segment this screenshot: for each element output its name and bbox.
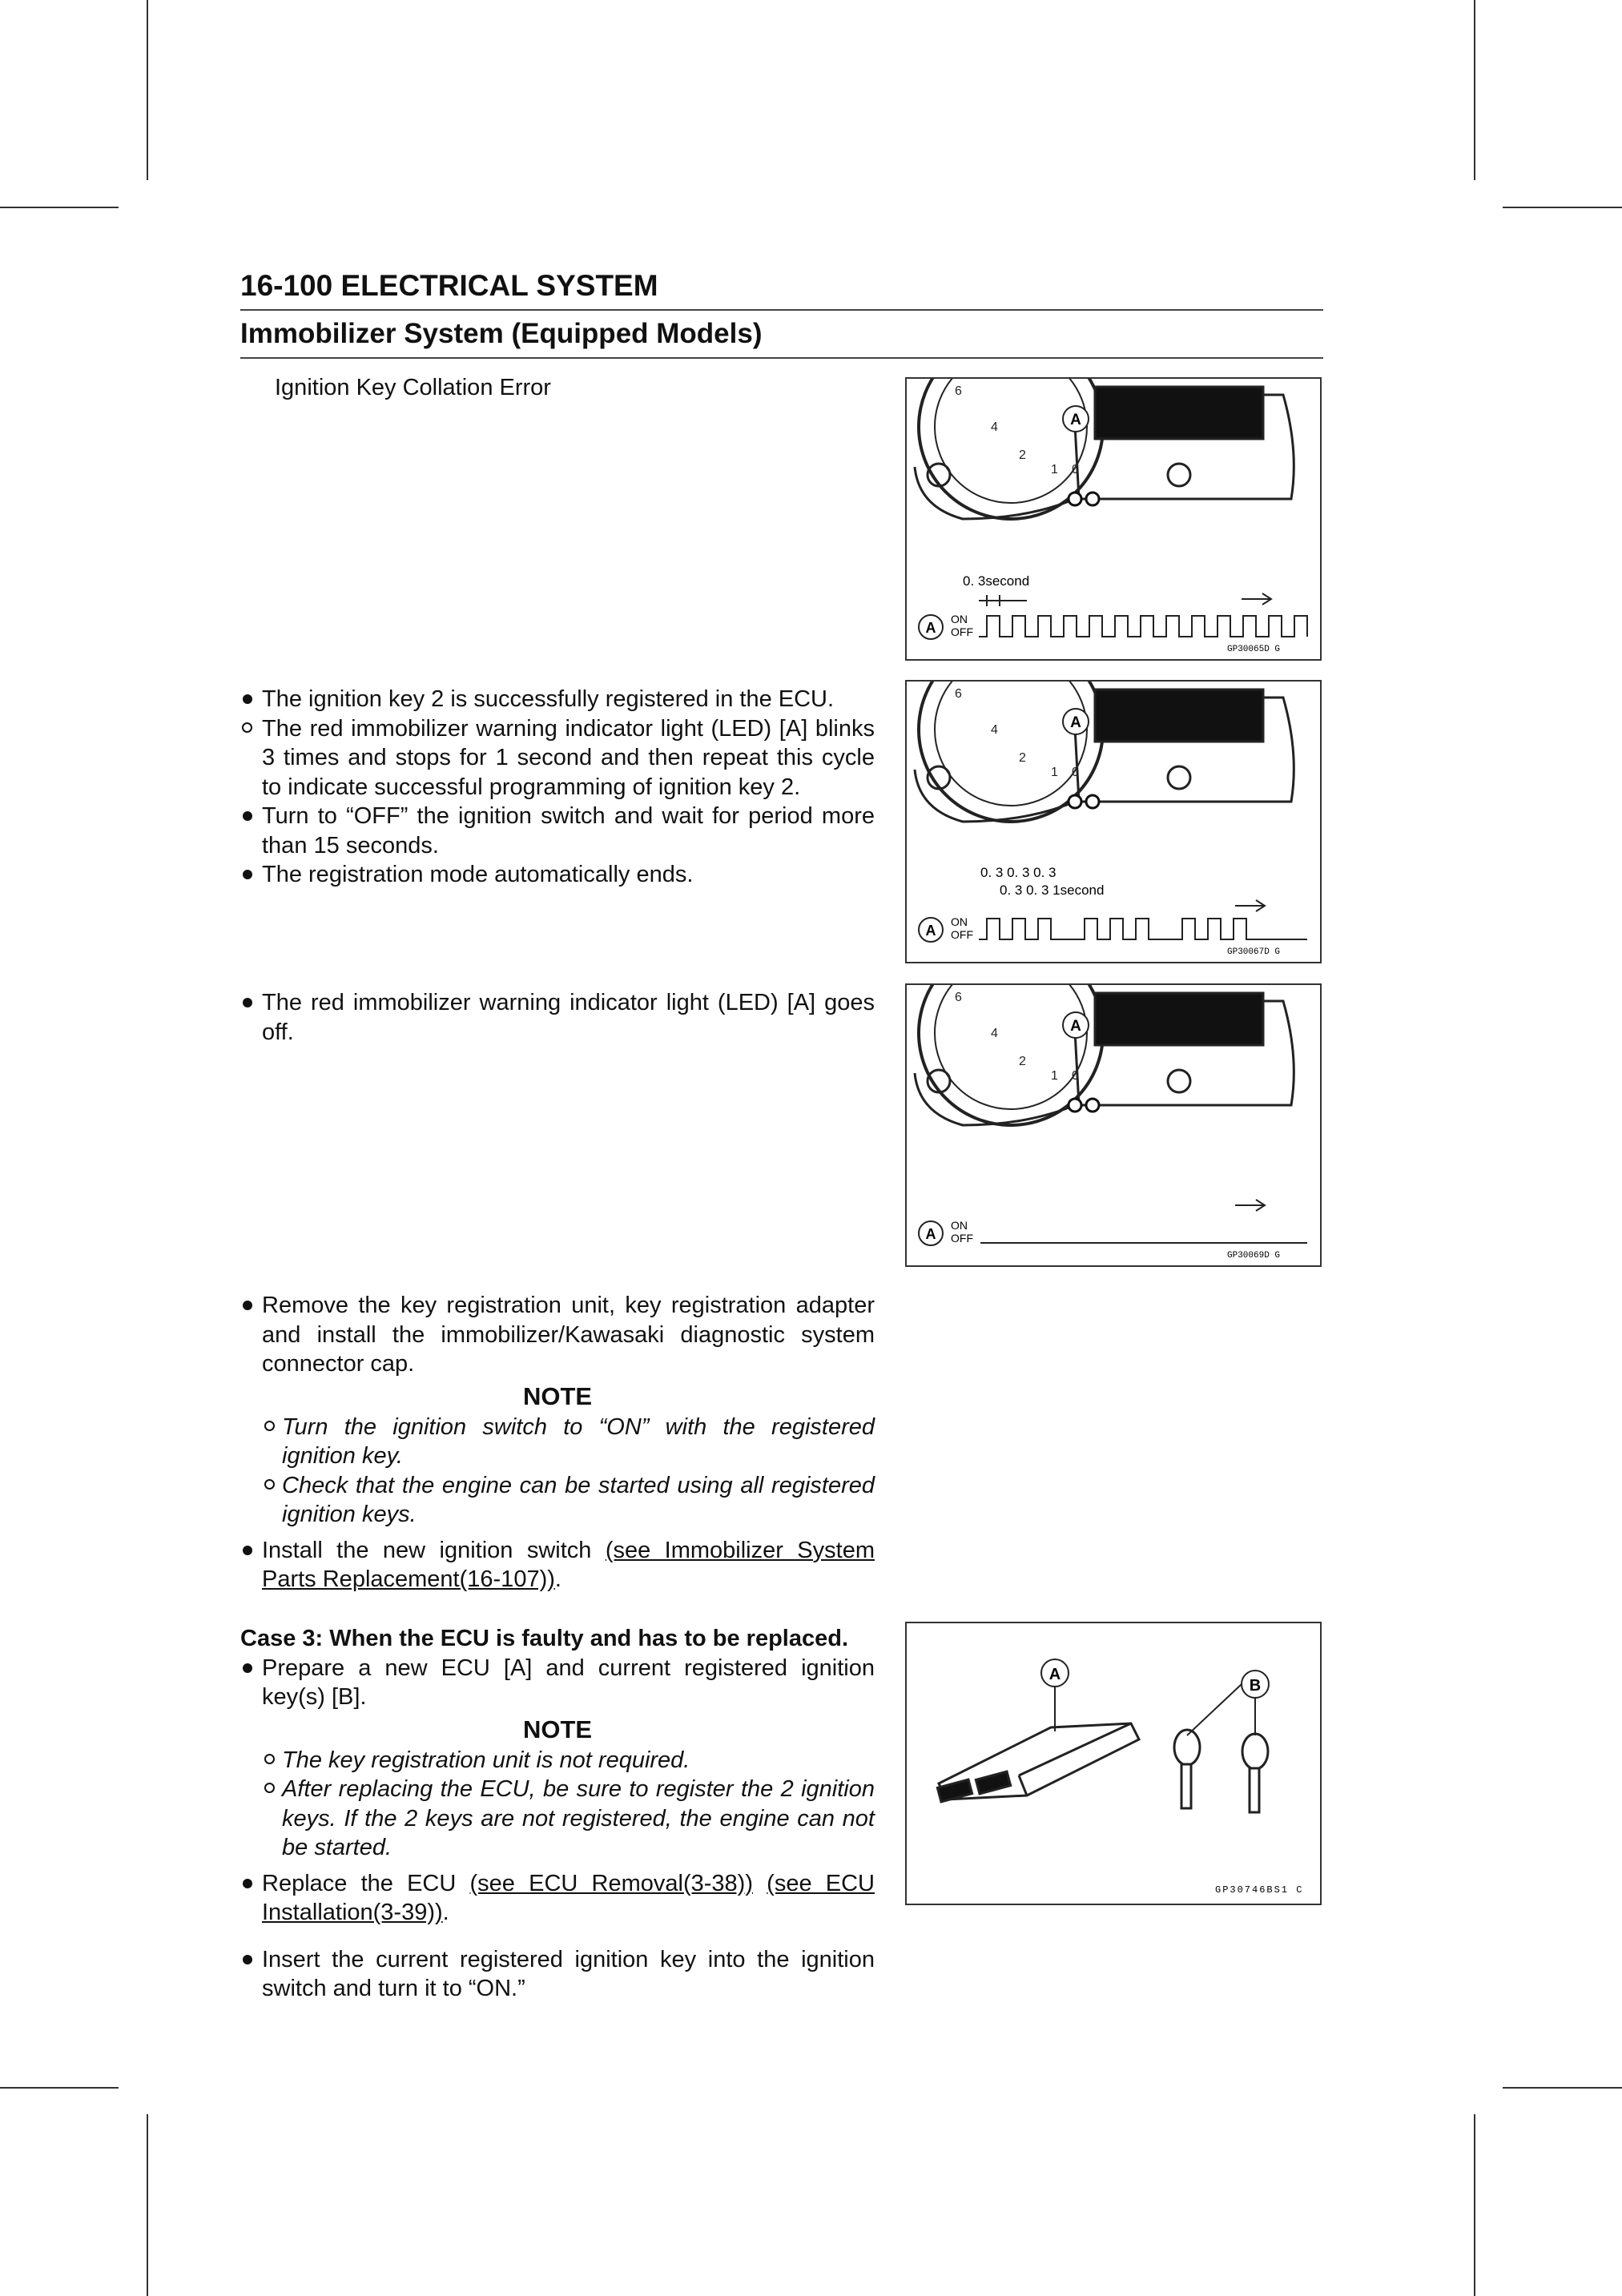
svg-text:0: 0 — [1072, 766, 1079, 779]
timing-label: 0. 3second — [963, 573, 1030, 589]
list-item-text: Replace the ECU — [262, 1870, 470, 1896]
svg-text:6: 6 — [955, 384, 962, 398]
note-heading: NOTE — [522, 1715, 593, 1743]
timing-arrow-icon — [1235, 900, 1265, 911]
svg-text:6: 6 — [955, 991, 962, 1004]
callout-letter: B — [1249, 1677, 1262, 1695]
timing-waveform — [979, 919, 1307, 939]
crop-mark — [0, 207, 119, 208]
on-label: ON — [951, 915, 968, 928]
finish-registration-block — [240, 1291, 875, 1594]
note-heading: NOTE — [522, 1381, 593, 1410]
meter-timing-diagram — [907, 379, 1320, 659]
ecu-icon — [937, 1723, 1139, 1802]
list-item-text: Install the new ignition switch — [262, 1537, 606, 1563]
callout-letter: A — [925, 923, 936, 939]
on-label: ON — [951, 1219, 968, 1232]
figure-code: GP30746BS1 C — [1215, 1884, 1304, 1896]
registration-success-block — [240, 685, 875, 890]
callout-letter: A — [1070, 1018, 1081, 1035]
crop-mark — [1503, 207, 1622, 208]
list-item-text: Prepare a new ECU [A] and current registered ignition key(s) [B]. — [262, 1655, 875, 1710]
collation-error-block — [275, 373, 909, 403]
section-title: 16-100 ELECTRICAL SYSTEM — [240, 266, 1323, 311]
note-item — [263, 1746, 875, 1775]
meter-timing-diagram — [907, 682, 1320, 962]
meter-illustration — [915, 985, 1294, 1125]
svg-text:4: 4 — [991, 1027, 998, 1040]
note-text: Check that the engine can be started using all registered ignition keys. — [282, 1472, 875, 1527]
ecu-installation-link[interactable]: (see ECU Installation(3-39)) — [262, 1870, 875, 1925]
gauge-labels — [955, 384, 1079, 476]
list-item — [240, 1291, 875, 1379]
note-text: The key registration unit is not required. — [282, 1747, 690, 1773]
list-item-text: The registration mode automatically ends. — [262, 862, 694, 887]
list-item — [240, 685, 875, 714]
callout-letter: A — [1048, 1666, 1061, 1683]
figure-led-off — [905, 983, 1322, 1267]
crop-mark — [1474, 0, 1475, 180]
led-off-block — [240, 988, 875, 1047]
meter-timing-diagram — [907, 985, 1320, 1265]
list-item — [240, 1945, 875, 2004]
list-item-text: The red immobilizer warning indicator light (LED) [A] blinks 3 times and stops for 1 second and then repeat this cycle to indicate successful programming of ignition key 2. — [262, 715, 875, 800]
figure-led-blink-success — [905, 680, 1322, 963]
off-label: OFF — [951, 625, 973, 638]
case3-block — [240, 1624, 875, 2004]
callout-letter: A — [925, 1226, 936, 1242]
crop-mark — [0, 2087, 119, 2089]
timing-waveform — [979, 616, 1307, 637]
meter-illustration — [915, 682, 1294, 822]
svg-text:2: 2 — [1019, 448, 1026, 462]
svg-text:1: 1 — [1051, 1069, 1058, 1083]
svg-text:0: 0 — [1072, 1069, 1079, 1083]
list-item-text: Turn to “OFF” the ignition switch and wait for period more than 15 seconds. — [262, 803, 875, 858]
svg-text:2: 2 — [1019, 1055, 1026, 1068]
note-block — [240, 1413, 875, 1530]
list-item-text: Insert the current registered ignition key into the ignition switch and turn it to “ON.” — [262, 1946, 875, 2001]
list-item-text: The red immobilizer warning indicator light (LED) [A] goes off. — [262, 990, 875, 1045]
svg-text:4: 4 — [991, 723, 998, 737]
crop-mark — [1474, 2114, 1475, 2296]
list-item — [240, 988, 875, 1047]
list-item — [240, 1869, 875, 1928]
gauge-labels — [955, 991, 1079, 1083]
figure-led-blink-error — [905, 377, 1322, 661]
ecu-removal-link[interactable]: (see ECU Removal(3-38)) — [469, 1870, 753, 1896]
list-item-text: Remove the key registration unit, key registration adapter and install the immobilizer/Kawasaki diagnostic system connector cap. — [262, 1293, 875, 1377]
off-label: OFF — [951, 1232, 973, 1245]
crop-mark — [147, 0, 148, 180]
note-item — [263, 1413, 875, 1471]
svg-text:0: 0 — [1072, 463, 1079, 476]
meter-illustration — [915, 379, 1294, 519]
list-item — [240, 714, 875, 802]
crop-mark — [147, 2114, 148, 2296]
list-item-text: . — [554, 1566, 561, 1592]
ecu-keys-illustration — [907, 1623, 1320, 1904]
timing-arrow-icon — [1235, 1200, 1265, 1211]
svg-text:4: 4 — [991, 420, 998, 434]
timing-arrow-icon — [979, 593, 1271, 606]
svg-text:2: 2 — [1019, 751, 1026, 765]
on-label: ON — [951, 613, 968, 625]
svg-text:6: 6 — [955, 687, 962, 701]
list-item — [240, 860, 875, 890]
crop-mark — [1503, 2087, 1622, 2089]
callout-letter: A — [1070, 412, 1081, 428]
list-item — [240, 1654, 875, 1712]
off-label: OFF — [951, 928, 973, 941]
note-item — [263, 1775, 875, 1863]
callout-letter: A — [925, 620, 936, 636]
list-item-text: . — [442, 1900, 449, 1925]
list-item — [240, 1536, 875, 1594]
callout-letter: A — [1070, 714, 1081, 731]
figure-ecu-and-keys — [905, 1622, 1322, 1905]
note-item — [263, 1471, 875, 1530]
figure-code: GP30065D G — [1227, 645, 1281, 654]
immobilizer-parts-replacement-link[interactable]: (see Immobilizer System Parts Replacement(16-107)) — [262, 1537, 875, 1592]
page-header — [240, 266, 1323, 359]
svg-text:1: 1 — [1051, 463, 1058, 476]
list-item-text: The ignition key 2 is successfully registered in the ECU. — [262, 686, 835, 712]
note-text: Turn the ignition switch to “ON” with the registered ignition key. — [282, 1413, 875, 1469]
subsection-title: Immobilizer System (Equipped Models) — [240, 311, 1323, 359]
figure-code: GP30069D G — [1227, 1251, 1281, 1261]
ignition-key-icon — [1174, 1730, 1268, 1812]
collation-error-caption: Ignition Key Collation Error — [275, 375, 551, 400]
note-text: After replacing the ECU, be sure to register the 2 ignition keys. If the 2 keys are not registered, the engine can not be started. — [282, 1776, 875, 1860]
note-block — [240, 1746, 875, 1863]
figure-code: GP30067D G — [1227, 947, 1281, 957]
timing-label-bottom: 0. 3 0. 3 1second — [1000, 883, 1105, 898]
svg-text:1: 1 — [1051, 766, 1058, 779]
list-item — [240, 802, 875, 860]
gauge-labels — [955, 687, 1079, 779]
case3-heading: Case 3: When the ECU is faulty and has to be replaced. — [240, 1626, 849, 1651]
timing-label-top: 0. 3 0. 3 0. 3 — [980, 865, 1057, 880]
